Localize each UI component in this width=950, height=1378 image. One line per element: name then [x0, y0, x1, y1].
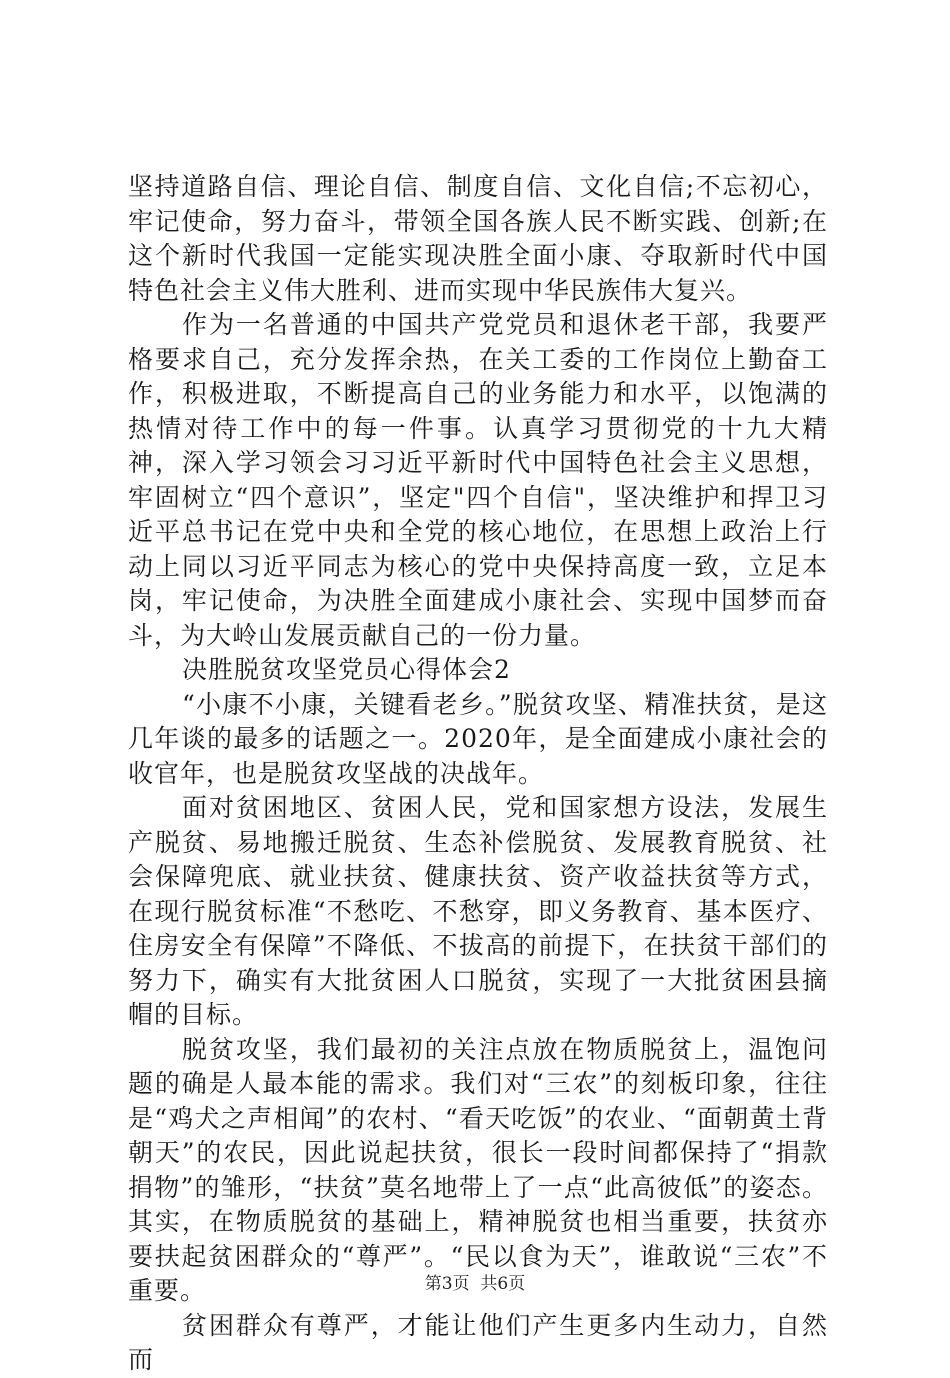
section-heading: 决胜脱贫攻坚党员心得体会2: [182, 655, 511, 684]
page-number: 第3页: [424, 1274, 470, 1294]
paragraph-2: 作为一名普通的中国共产党党员和退休老干部，我要严格要求自己，充分发挥余热，在关工委的工作岗位上勤奋工作，积极进取，不断提高自己的业务能力和水平，以饱满的热情对待工作中的每一件事。认真学习贯彻党的十九大精神，深入学习领会习习近平新时代中国特色社会主义思想，牢固树立“四个意识”，坚定"四个自信"，坚决维护和捍卫习近平总书记在党中央和全党的核心地位，在思想上政治上行动上同以习近平同志为核心的党中央保持高度一致，立足本岗，牢记使命，为决胜全面建成小康社会、实现中国梦而奋斗，为大岭山发展贡献自己的一份力量。: [128, 310, 828, 650]
paragraph-5: 脱贫攻坚，我们最初的关注点放在物质脱贫上，温饱问题的确是人最本能的需求。我们对“三农”的刻板印象，往往是“鸡犬之声相闻”的农村、“看天吃饭”的农业、“面朝黄土背朝天”的农民，因此说起扶贫，很长一段时间都保持了“捐款捐物”的雏形，“扶贫”莫名地带上了一点“此高彼低”的姿态。其实，在物质脱贫的基础上，精神脱贫也相当重要，扶贫亦要扶起贫困群众的“尊严”。“民以食为天”，谁敢说“三农”不重要。: [128, 1034, 828, 1305]
page-total: 共6页: [480, 1274, 526, 1294]
page-footer: [0, 1269, 950, 1294]
paragraph-1: 坚持道路自信、理论自信、制度自信、文化自信;不忘初心，牢记使命，努力奋斗，带领全国各族人民不断实践、创新;在这个新时代我国一定能实现决胜全面小康、夺取新时代中国特色社会主义伟大胜利、进而实现中华民族伟大复兴。: [128, 172, 828, 305]
paragraph-3: “小康不小康，关键看老乡。”脱贫攻坚、精准扶贫，是这几年谈的最多的话题之一。2020年，是全面建成小康社会的收官年，也是脱贫攻坚战的决战年。: [128, 689, 828, 788]
paragraph-4: 面对贫困地区、贫困人民，党和国家想方设法，发展生产脱贫、易地搬迁脱贫、生态补偿脱贫、发展教育脱贫、社会保障兜底、就业扶贫、健康扶贫、资产收益扶贫等方式，在现行脱贫标准“不愁吃、不愁穿，即义务教育、基本医疗、住房安全有保障”不降低、不拔高的前提下，在扶贫干部们的努力下，确实有大批贫困人口脱贫，实现了一大批贫困县摘帽的目标。: [128, 793, 828, 1029]
document-body: [128, 170, 828, 1378]
paragraph-6: 贫困群众有尊严，才能让他们产生更多内生动力，自然而: [128, 1310, 828, 1374]
